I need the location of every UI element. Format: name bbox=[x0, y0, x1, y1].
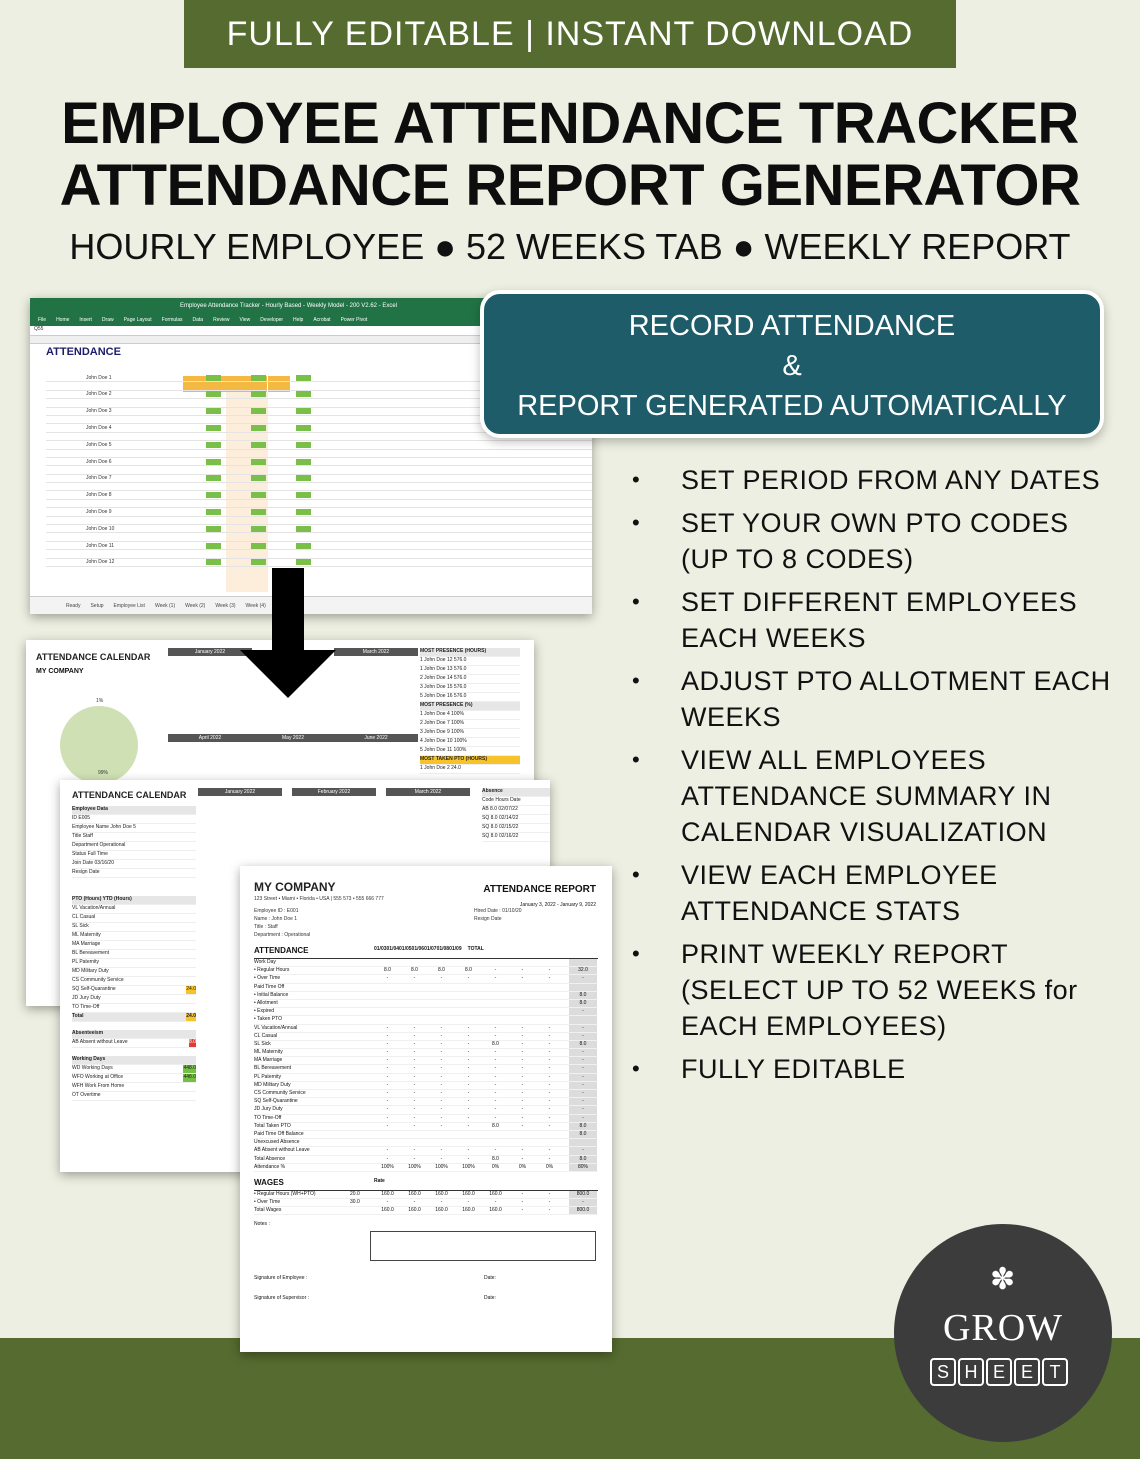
sheet-tab: Week (4) bbox=[245, 602, 266, 609]
list-item: TO Time-Off bbox=[72, 1004, 196, 1013]
feature-item: • SET YOUR OWN PTO CODES (UP TO 8 CODES) bbox=[632, 508, 1069, 574]
employee-name: John Doe 3 bbox=[86, 408, 112, 415]
report-address: 123 Street • Miami • Florida • USA | 555 573 • 555 666 777 bbox=[254, 896, 384, 902]
field-row: ID E005 bbox=[72, 815, 196, 824]
report-row: Total Taken PTO - - - - 8.0 - - 8.0 bbox=[254, 1123, 598, 1131]
excel-row bbox=[46, 559, 592, 567]
calendar1-company: MY COMPANY bbox=[36, 668, 84, 675]
feature-item: • PRINT WEEKLY REPORT (SELECT UP TO 52 WEEKS for EACH EMPLOYEES) bbox=[632, 939, 1078, 1041]
excel-status: Ready bbox=[66, 602, 81, 609]
excel-row bbox=[46, 533, 592, 541]
list-item: MD Military Duty bbox=[72, 968, 196, 977]
sheet-tab: Week (3) bbox=[215, 602, 236, 609]
report-row: • Allotment 8.0 bbox=[254, 1000, 598, 1008]
feature-item: • VIEW EACH EMPLOYEE ATTENDANCE STATS bbox=[632, 860, 998, 926]
list-item: SL Sick bbox=[72, 923, 196, 932]
employee-name: John Doe 8 bbox=[86, 492, 112, 499]
employee-name: John Doe 2 bbox=[86, 391, 112, 398]
excel-row bbox=[46, 525, 592, 533]
list-item: OT Overtime bbox=[72, 1092, 196, 1101]
presence-pct-head: MOST PRESENCE (%) bbox=[420, 702, 520, 711]
excel-cell-ref: Q55 bbox=[34, 326, 44, 332]
presence-hours-list bbox=[420, 648, 520, 774]
report-rows bbox=[254, 959, 598, 1172]
absence-head: Absence bbox=[482, 788, 550, 797]
sheet-tab: Week (2) bbox=[185, 602, 206, 609]
list-item: WD Working Days 448.0 bbox=[72, 1065, 196, 1074]
list-item: 3 John Doe 15 576.0 bbox=[420, 684, 520, 693]
month-calendar bbox=[334, 648, 418, 656]
excel-row bbox=[46, 542, 592, 550]
excel-row bbox=[46, 500, 592, 508]
employee-name: John Doe 10 bbox=[86, 525, 115, 532]
feature-item: • SET PERIOD FROM ANY DATES bbox=[632, 465, 1101, 495]
month-header: March 2022 bbox=[386, 788, 470, 796]
ribbon-tab: Review bbox=[213, 317, 230, 323]
list-item: 5 John Doe 16 576.0 bbox=[420, 693, 520, 702]
report-row: JD Jury Duty - - - - - - - - bbox=[254, 1106, 598, 1114]
employee-name: John Doe 12 bbox=[86, 559, 115, 566]
report-attendance-head: ATTENDANCE 01/03 01/04 01/05 01/06 01/07 01/08 01/09 TOTAL bbox=[254, 946, 484, 955]
attendance-report-sheet bbox=[240, 866, 612, 1352]
list-item: WFO Working at Office 448.0 bbox=[72, 1074, 196, 1083]
ribbon-tab: View bbox=[239, 317, 251, 323]
report-row: SL Sick - - - - 8.0 - - 8.0 bbox=[254, 1041, 598, 1049]
list-item: PL Paternity bbox=[72, 959, 196, 968]
feature-item: • VIEW ALL EMPLOYEES ATTENDANCE SUMMARY IN CALENDAR VISUALIZATION bbox=[632, 745, 1052, 847]
month-header: February 2022 bbox=[292, 788, 376, 796]
list-item: 1 John Doe 13 576.0 bbox=[420, 666, 520, 675]
report-row: BL Bereavement - - - - - - - - bbox=[254, 1065, 598, 1073]
excel-sheet-title: ATTENDANCE bbox=[46, 346, 121, 358]
report-row: CS Community Service - - - - - - - - bbox=[254, 1090, 598, 1098]
taken-pto-head: MOST TAKEN PTO (HOURS) bbox=[420, 756, 520, 765]
absence-cols: Code Hours Date bbox=[482, 797, 550, 806]
feature-item: • SET DIFFERENT EMPLOYEES EACH WEEKS bbox=[632, 587, 1078, 653]
feature-item: • ADJUST PTO ALLOTMENT EACH WEEKS bbox=[632, 666, 1111, 732]
month-calendar bbox=[251, 734, 335, 742]
report-row: Total Wages 160.0 160.0 160.0 160.0 160.0 - - 800.0 bbox=[254, 1207, 598, 1215]
calendar2-title: ATTENDANCE CALENDAR bbox=[72, 790, 187, 800]
excel-row bbox=[46, 458, 592, 466]
list-item: CL Casual bbox=[72, 914, 196, 923]
excel-sheet-tabs bbox=[30, 596, 592, 614]
report-period: January 3, 2022 - January 9, 2022 bbox=[519, 902, 596, 908]
excel-row bbox=[46, 466, 592, 474]
report-row: Total Absence - - - - 8.0 - - 8.0 bbox=[254, 1156, 598, 1164]
list-item: 1 John Doe 2 24.0 bbox=[420, 765, 520, 774]
report-row: PL Paternity - - - - - - - - bbox=[254, 1074, 598, 1082]
report-title: ATTENDANCE REPORT bbox=[483, 884, 596, 895]
ribbon-tab: Formulas bbox=[161, 317, 183, 323]
record-attendance-callout bbox=[480, 290, 1104, 438]
month-calendar bbox=[292, 788, 376, 796]
report-wages-head: WAGES Rate bbox=[254, 1177, 385, 1187]
ribbon-tab: Draw bbox=[101, 317, 114, 323]
list-item: WFH Work From Home bbox=[72, 1083, 196, 1092]
month-header: January 2022 bbox=[198, 788, 282, 796]
list-item: SQ Self-Quarantine 24.0 bbox=[72, 986, 196, 995]
month-calendar bbox=[386, 788, 470, 796]
excel-row bbox=[46, 550, 592, 558]
list-item: 5 John Doe 11 100% bbox=[420, 747, 520, 756]
list-item: 1 John Doe 12 576.0 bbox=[420, 657, 520, 666]
feature-item: • FULLY EDITABLE bbox=[632, 1054, 906, 1084]
report-row: TO Time-Off - - - - - - - - bbox=[254, 1115, 598, 1123]
ribbon-tab: Insert bbox=[79, 317, 92, 323]
notes-box[interactable] bbox=[370, 1231, 596, 1261]
notes-row: Notes : bbox=[254, 1221, 270, 1228]
callout-line3: REPORT GENERATED AUTOMATICALLY bbox=[517, 390, 1067, 422]
excel-window-title: Employee Attendance Tracker - Hourly Based - Weekly Model - 200 V2.62 - Excel bbox=[180, 303, 397, 309]
main-title-line1: EMPLOYEE ATTENDANCE TRACKER bbox=[61, 91, 1079, 156]
excel-row bbox=[46, 441, 592, 449]
callout-line2: & bbox=[782, 350, 802, 382]
employee-data-panel bbox=[72, 806, 196, 878]
report-row: Paid Time Off bbox=[254, 984, 598, 992]
report-row: AB Absent without Leave - - - - - - - - bbox=[254, 1147, 598, 1155]
excel-row bbox=[46, 517, 592, 525]
report-row: • Regular Hours (WH+PTO) 20.0 160.0 160.0 160.0 160.0 160.0 - - 800.0 bbox=[254, 1191, 598, 1199]
field-row: Title Staff bbox=[72, 833, 196, 842]
employee-data-head: Employee Data bbox=[72, 806, 196, 815]
month-calendar bbox=[168, 734, 252, 742]
report-row: • Taken PTO bbox=[254, 1016, 598, 1024]
report-row: • Initial Balance 8.0 bbox=[254, 992, 598, 1000]
sheet-tab: Week (1) bbox=[154, 602, 176, 609]
field-row: Status Full Time bbox=[72, 851, 196, 860]
report-row: • Over Time 30.0 - - - - - - - - bbox=[254, 1199, 598, 1207]
ribbon-tab: Page Layout bbox=[123, 317, 152, 323]
list-item: AB 8.0 02/07/22 bbox=[482, 806, 550, 815]
employee-name: John Doe 7 bbox=[86, 475, 112, 482]
report-row: ML Maternity - - - - - - - - bbox=[254, 1049, 598, 1057]
month-calendar bbox=[334, 734, 418, 742]
report-row: SQ Self-Quarantine - - - - - - - - bbox=[254, 1098, 598, 1106]
field-row: Department Operational bbox=[72, 842, 196, 851]
list-item: 4 John Doe 10 100% bbox=[420, 738, 520, 747]
list-item: SQ 8.0 02/16/22 bbox=[482, 833, 550, 842]
pto-total-row: Total 24.0 bbox=[72, 1013, 196, 1022]
month-header: April 2022 bbox=[168, 734, 252, 742]
top-banner bbox=[184, 0, 956, 68]
signature-employee: Signature of Employee : Date: bbox=[254, 1275, 496, 1282]
report-row: • Expired - bbox=[254, 1008, 598, 1016]
report-row: VL Vacation/Annual - - - - - - - - bbox=[254, 1025, 598, 1033]
list-item: 3 John Doe 9 100% bbox=[420, 729, 520, 738]
excel-row bbox=[46, 483, 592, 491]
ribbon-tab: Data bbox=[192, 317, 204, 323]
excel-row bbox=[46, 491, 592, 499]
report-row: MD Military Duty - - - - - - - - bbox=[254, 1082, 598, 1090]
list-item: MA Marriage bbox=[72, 941, 196, 950]
report-row: • Over Time - - - - - - - - bbox=[254, 975, 598, 983]
logo-sheet: S H E E T bbox=[930, 1358, 1068, 1386]
list-item: 1 John Doe 4 100% bbox=[420, 711, 520, 720]
pto-head: PTO (Hours) YTD (Hours) bbox=[72, 896, 196, 905]
ribbon-tab: Developer bbox=[260, 317, 284, 323]
month-calendar bbox=[198, 788, 282, 796]
ribbon-tab: Acrobat bbox=[313, 317, 331, 323]
ribbon-tab: Help bbox=[293, 317, 304, 323]
excel-row bbox=[46, 508, 592, 516]
subtitle: HOURLY EMPLOYEE ● 52 WEEKS TAB ● WEEKLY REPORT bbox=[69, 226, 1071, 267]
presence-hours-head: MOST PRESENCE (HOURS) bbox=[420, 648, 520, 657]
down-arrow-icon bbox=[272, 568, 304, 652]
list-item: 2 John Doe 14 576.0 bbox=[420, 675, 520, 684]
month-header: May 2022 bbox=[251, 734, 335, 742]
ribbon-tab: Power Pivot bbox=[340, 317, 368, 323]
report-row: • Regular Hours 8.0 8.0 8.0 8.0 - - - 32.0 bbox=[254, 967, 598, 975]
growsheet-logo bbox=[894, 1224, 1112, 1442]
excel-row bbox=[46, 475, 592, 483]
down-arrow-head-icon bbox=[240, 650, 336, 698]
pie-small-label: 1% bbox=[96, 698, 104, 704]
calendar1-title: ATTENDANCE CALENDAR bbox=[36, 652, 151, 662]
report-row: Attendance % 100% 100% 100% 100% 0% 0% 0% 80% bbox=[254, 1164, 598, 1172]
absence-panel bbox=[482, 788, 550, 842]
list-item: AB Absent without Leave 8.0 bbox=[72, 1039, 196, 1048]
month-header: June 2022 bbox=[334, 734, 418, 742]
field-row: Join Date 03/16/20 bbox=[72, 860, 196, 869]
wage-rows bbox=[254, 1191, 598, 1216]
list-item: CS Community Service bbox=[72, 977, 196, 986]
signature-supervisor: Signature of Supervisor : Date: bbox=[254, 1295, 496, 1302]
feature-list bbox=[628, 462, 1118, 1094]
logo-grow: GROW bbox=[942, 1307, 1064, 1349]
sheet-tab: Setup bbox=[90, 602, 104, 609]
working-days-head: Working Days bbox=[72, 1056, 196, 1065]
callout-line1: RECORD ATTENDANCE bbox=[628, 310, 956, 342]
list-item: 2 John Doe 7 100% bbox=[420, 720, 520, 729]
excel-row bbox=[46, 450, 592, 458]
list-item: ML Maternity bbox=[72, 932, 196, 941]
list-item: SQ 8.0 02/15/22 bbox=[482, 824, 550, 833]
field-row: Resign Date bbox=[72, 869, 196, 878]
flower-icon: ✽ bbox=[990, 1263, 1016, 1296]
main-title-line2: ATTENDANCE REPORT GENERATOR bbox=[59, 153, 1081, 218]
employee-name: John Doe 9 bbox=[86, 508, 112, 515]
report-row: Unexcused Absence bbox=[254, 1139, 598, 1147]
banner-text: FULLY EDITABLE | INSTANT DOWNLOAD bbox=[226, 14, 914, 53]
list-item: SQ 8.0 02/14/22 bbox=[482, 815, 550, 824]
report-row: Paid Time Off Balance 8.0 bbox=[254, 1131, 598, 1139]
pto-panel bbox=[72, 896, 196, 1101]
report-row: CL Casual - - - - - - - - bbox=[254, 1033, 598, 1041]
month-header: January 2022 bbox=[168, 648, 252, 656]
employee-name: John Doe 5 bbox=[86, 441, 112, 448]
employee-name: John Doe 11 bbox=[86, 542, 114, 549]
ribbon-tab: Home bbox=[56, 317, 70, 323]
report-company: MY COMPANY bbox=[254, 880, 336, 894]
employee-name: John Doe 4 bbox=[86, 425, 112, 432]
report-employee-info: Employee ID : E001 Name : John Doe 1 Title : Staff Department : Operational Hired Date : 01/10/20 Resign Date bbox=[254, 908, 522, 938]
list-item: JD Jury Duty bbox=[72, 995, 196, 1004]
sheet-tab: Employee List bbox=[113, 602, 145, 609]
absenteeism-head: Absenteeism bbox=[72, 1030, 196, 1039]
pie-big-label: 99% bbox=[98, 770, 109, 776]
report-row: Work Day bbox=[254, 959, 598, 967]
list-item: VL Vacation/Annual bbox=[72, 905, 196, 914]
ribbon-tab: File bbox=[38, 317, 47, 323]
month-header: March 2022 bbox=[334, 648, 418, 656]
employee-name: John Doe 1 bbox=[86, 374, 112, 381]
report-row: MA Marriage - - - - - - - - bbox=[254, 1057, 598, 1065]
employee-name: John Doe 6 bbox=[86, 458, 112, 465]
list-item: BL Bereavement bbox=[72, 950, 196, 959]
field-row: Employee Name John Doe 5 bbox=[72, 824, 196, 833]
